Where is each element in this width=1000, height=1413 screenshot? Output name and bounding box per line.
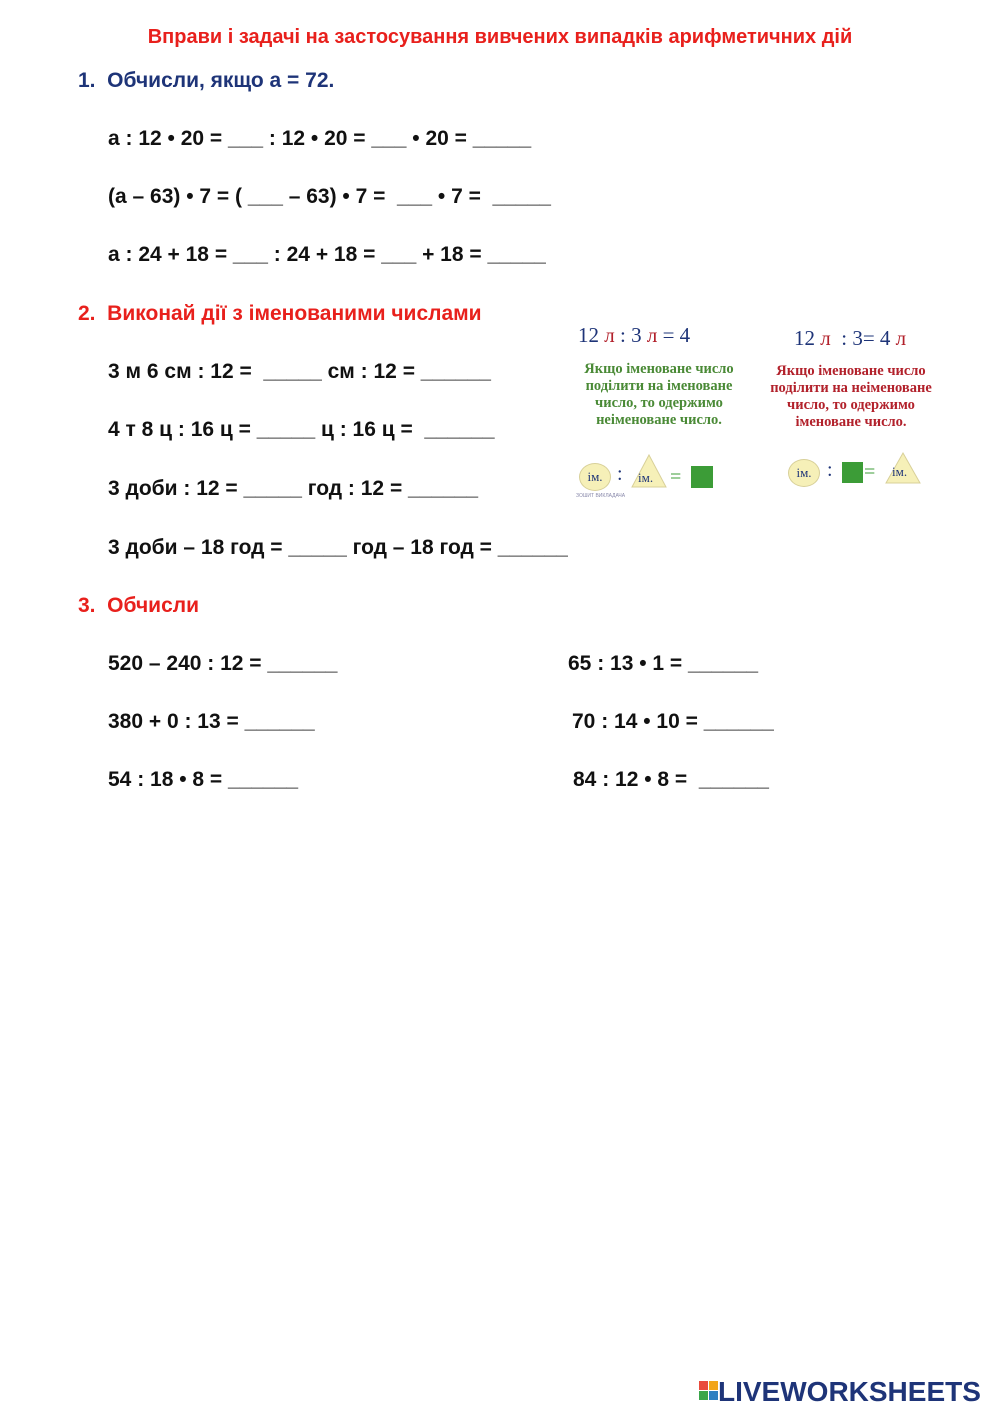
unnamed-number-square-icon: [691, 466, 713, 488]
logo-square-icon: [699, 1381, 708, 1390]
triangle-label: ім.: [638, 470, 654, 485]
exercise-2-4: 3 доби – 18 год = _____ год – 18 год = ______: [108, 536, 568, 559]
exercise-3-5: 70 : 14 • 10 = ______: [572, 710, 774, 733]
triangle-label: ім.: [892, 464, 908, 479]
exercise-2-3: 3 доби : 12 = _____ год : 12 = ______: [108, 477, 479, 500]
equals-sign: =: [864, 461, 876, 483]
exercise-2-1: 3 м 6 см : 12 = _____ см : 12 = ______: [108, 360, 491, 383]
unnamed-number-square-icon: [842, 462, 863, 483]
logo-square-icon: [699, 1391, 708, 1400]
division-sign: :: [617, 463, 623, 485]
rule-left-formula: 12 л : 3 л = 4: [578, 323, 691, 347]
exercise-3-4: 65 : 13 • 1 = ______: [568, 652, 759, 675]
rule-right-formula: 12 л : 3= 4 л: [794, 326, 907, 350]
logo-square-icon: [709, 1391, 718, 1400]
exercise-3-2: 380 + 0 : 13 = ______: [108, 710, 315, 733]
exercise-1-1: а : 12 • 20 = ___ : 12 • 20 = ___ • 20 = _____: [108, 127, 532, 150]
page-title: Вправи і задачі на застосування вивчених випадків арифметичних дій: [147, 26, 853, 48]
named-number-circle: ім.: [579, 463, 611, 491]
equals-sign: =: [670, 466, 682, 488]
section-3-heading: 3. Обчисли: [78, 594, 199, 617]
exercise-3-3: 54 : 18 • 8 = ______: [108, 768, 299, 791]
exercise-3-1: 520 – 240 : 12 = ______: [108, 652, 338, 675]
exercise-1-3: а : 24 + 18 = ___ : 24 + 18 = ___ + 18 = _____: [108, 243, 546, 266]
section-1-heading: 1. Обчисли, якщо а = 72.: [78, 69, 335, 92]
rule-left-text: Якщо іменоване число поділити на іменоване число, то одержимо неіменоване число.: [584, 361, 734, 428]
exercise-3-6: 84 : 12 • 8 = ______: [573, 768, 769, 791]
publisher-mark: ЗОШИТ ВИКЛАДАЧА: [576, 493, 626, 499]
division-sign: :: [827, 459, 833, 481]
exercise-1-2: (а – 63) • 7 = ( ___ – 63) • 7 = ___ • 7 = _____: [108, 185, 551, 208]
exercise-2-2: 4 т 8 ц : 16 ц = _____ ц : 16 ц = ______: [108, 418, 495, 441]
rule-right-text: Якщо іменоване число поділити на неіменоване число, то одержимо іменоване число.: [770, 363, 932, 430]
logo-square-icon: [709, 1381, 718, 1390]
named-number-circle: ім.: [788, 459, 820, 487]
section-2-heading: 2. Виконай дії з іменованими числами: [78, 302, 482, 325]
brand-name: LIVEWORKSHEETS: [718, 1376, 981, 1407]
